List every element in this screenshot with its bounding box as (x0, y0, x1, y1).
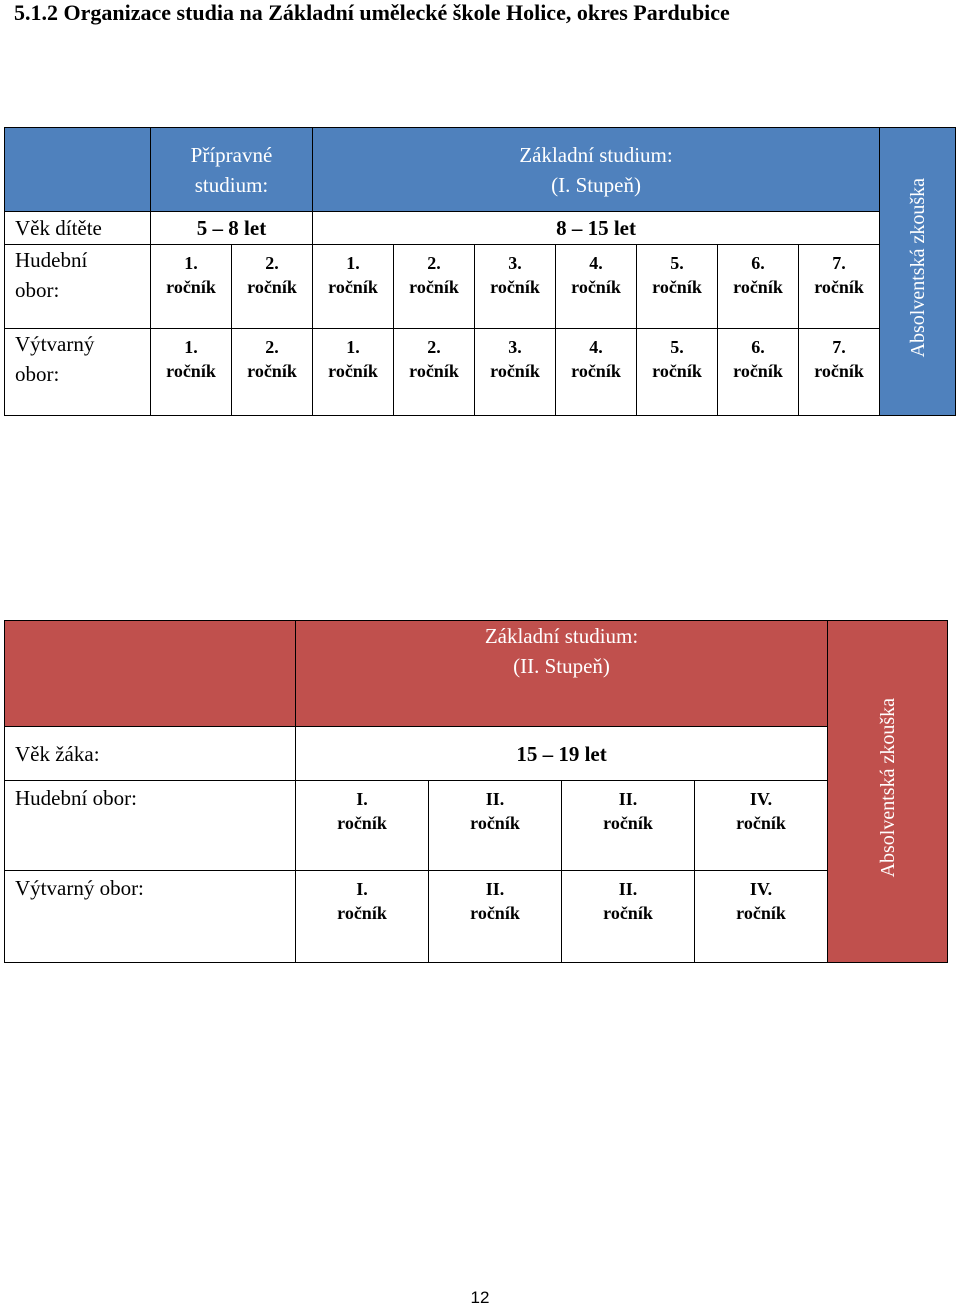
grade-cell: 1. ročník (313, 245, 394, 329)
table1-corner (5, 128, 151, 212)
grade-cell: 5. ročník (637, 329, 718, 416)
row-label-line1: Hudební (15, 248, 88, 272)
grade-cell: 1. ročník (313, 329, 394, 416)
grade-cell: 1. ročník (151, 329, 232, 416)
graduation-exam-label-2: Absolventská zkouška (876, 697, 899, 878)
grade-cell: 6. ročník (718, 245, 799, 329)
prep-study-line1: Přípravné (190, 142, 273, 167)
grade-cell: 1. ročník (151, 245, 232, 329)
graduation-exam-cell (880, 128, 956, 416)
table2-corner (5, 621, 296, 727)
age-value-2: 15 – 19 let (296, 727, 828, 781)
age-label-2: Věk žáka: (5, 727, 296, 781)
grade-cell: 3. ročník (475, 245, 556, 329)
row-label (5, 245, 151, 329)
page-number: 12 (470, 1288, 490, 1307)
basic-study-line1: Základní studium: (519, 142, 673, 167)
row-label-line1: Výtvarný (15, 332, 95, 356)
row-label: Hudební obor: (5, 781, 296, 871)
basic-study-line2: (I. Stupeň) (551, 172, 641, 197)
row-label: Výtvarný obor: (5, 871, 296, 963)
age-prep: 5 – 8 let (151, 212, 313, 245)
grade-cell: 4. ročník (556, 329, 637, 416)
grade-cell: I. ročník (296, 871, 429, 963)
basic-study-2-line1: Základní studium: (484, 624, 639, 648)
basic-study-2-line2: (II. Stupeň) (513, 654, 610, 678)
row-label (5, 329, 151, 416)
graduation-exam-label: Absolventská zkouška (906, 177, 929, 358)
row-label-line2: obor: (15, 362, 60, 386)
grade-cell: II. ročník (429, 781, 562, 871)
prep-study-header (151, 128, 313, 212)
basic-study-2-header (296, 621, 828, 727)
study-table-level-2 (4, 620, 948, 963)
table-row (5, 781, 948, 871)
grade-cell: 4. ročník (556, 245, 637, 329)
prep-study-line2: studium: (194, 172, 269, 197)
graduation-exam-cell-2 (828, 621, 948, 963)
grade-cell: 2. ročník (232, 245, 313, 329)
grade-cell: IV. ročník (695, 871, 828, 963)
grade-cell: II. ročník (562, 871, 695, 963)
grade-cell: 2. ročník (394, 329, 475, 416)
grade-cell: 2. ročník (394, 245, 475, 329)
grade-cell: 5. ročník (637, 245, 718, 329)
age-basic: 8 – 15 let (313, 212, 880, 245)
grade-cell: II. ročník (562, 781, 695, 871)
grade-cell: 7. ročník (799, 329, 880, 416)
basic-study-header (313, 128, 880, 212)
grade-cell: 2. ročník (232, 329, 313, 416)
study-table-level-1 (4, 127, 956, 416)
section-heading: 5.1.2 Organizace studia na Základní umělecké škole Holice, okres Pardubice (14, 0, 730, 25)
grade-cell: 3. ročník (475, 329, 556, 416)
table-row (5, 329, 956, 416)
grade-cell: 6. ročník (718, 329, 799, 416)
age-label: Věk dítěte (5, 212, 151, 245)
grade-cell: IV. ročník (695, 781, 828, 871)
grade-cell: 7. ročník (799, 245, 880, 329)
grade-cell: II. ročník (429, 871, 562, 963)
row-label-line2: obor: (15, 278, 60, 302)
table-row (5, 871, 948, 963)
grade-cell: I. ročník (296, 781, 429, 871)
table-row (5, 245, 956, 329)
